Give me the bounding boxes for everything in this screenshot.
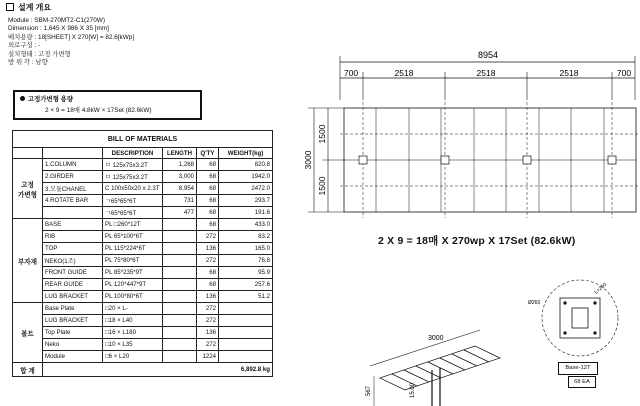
section-title-text: 설계 개요 <box>18 3 52 12</box>
iso-height-dim: 567 <box>366 385 372 396</box>
bom-item-qty: 136 <box>197 327 219 339</box>
bom-row <box>13 327 273 339</box>
bom-item-length <box>163 315 197 327</box>
detail-dim: Ø260 <box>528 300 541 306</box>
bom-item-description: □20 × L- <box>103 303 163 315</box>
anchor-bolts <box>563 301 596 334</box>
bom-item-description: □16 × L180 <box>103 327 163 339</box>
bom-item-qty: 68 <box>197 171 219 183</box>
bom-row <box>13 159 273 171</box>
bom-item-weight <box>219 303 273 315</box>
capacity-box <box>13 90 202 120</box>
bom-item-length <box>163 351 197 363</box>
bom-item-name: FRONT GUIDE <box>43 267 103 279</box>
bom-item-name: REAR GUIDE <box>43 279 103 291</box>
total-weight: 6,892.8 kg <box>43 363 273 377</box>
module-grid <box>344 108 636 212</box>
bom-item-length <box>163 255 197 267</box>
segment-dim-text: 2518 <box>476 68 496 78</box>
bom-header-description: DESCRIPTION <box>103 148 163 159</box>
bom-item-name: 3.모듈CHANEL <box>43 183 103 195</box>
bom-row <box>13 243 273 255</box>
bom-category: 부자재 <box>13 219 43 303</box>
detail-circle <box>542 280 618 356</box>
bom-item-name: Neko <box>43 339 103 351</box>
bom-item-length <box>163 327 197 339</box>
bom-row <box>13 315 273 327</box>
total-label: 합 계 <box>13 363 43 377</box>
bom-item-qty: 68 <box>197 267 219 279</box>
info-line: 배치용량 : 18[SHEET] X 270[W] = 82.6[kWp] <box>8 33 135 41</box>
bom-item-qty: 68 <box>197 195 219 207</box>
bom-item-qty: 272 <box>197 339 219 351</box>
bom-item-weight: 293.7 <box>219 195 273 207</box>
bom-item-length: 8,954 <box>163 183 197 195</box>
bom-item-weight: 83.2 <box>219 231 273 243</box>
info-line: Module : SBM-270MT2-C1(270W) <box>8 17 105 24</box>
half-height-dim-text: 1500 <box>317 176 327 196</box>
bom-item-weight: 820.8 <box>219 159 273 171</box>
isometric-structure-drawing <box>360 318 510 406</box>
bom-item-name: BASE <box>43 219 103 231</box>
segment-dim-text: 2518 <box>559 68 579 78</box>
bom-row <box>13 291 273 303</box>
bom-item-weight <box>219 327 273 339</box>
bom-item-weight <box>219 351 273 363</box>
segment-dim-text: 700 <box>343 68 359 78</box>
bom-item-name: LUG BRACKET <box>43 291 103 303</box>
bom-row <box>13 339 273 351</box>
info-line: 설치형태 : 고정 가변형 <box>8 50 71 58</box>
bom-header-qty: Q'TY <box>197 148 219 159</box>
bom-item-length <box>163 231 197 243</box>
bom-item-description: ㄱ65*65*6T <box>103 195 163 207</box>
capacity-formula: 2 × 9 = 18매 4.8kW × 17Set (82.6kW) <box>45 107 152 114</box>
bom-item-description: PL 85*235*9T <box>103 267 163 279</box>
bom-header-empty <box>43 148 103 159</box>
layout-caption: 2 X 9 = 18매 X 270wp X 17Set (82.6kW) <box>378 235 576 247</box>
bom-item-name: Top Plate <box>43 327 103 339</box>
bom-item-description: PL 75*80*6T <box>103 255 163 267</box>
bom-item-description: □10 × L35 <box>103 339 163 351</box>
bom-item-length <box>163 291 197 303</box>
bom-title: BILL OF MATERIALS <box>13 131 273 148</box>
capacity-heading-text: 고정가변형 용량 <box>28 96 73 103</box>
bom-item-weight: 76.8 <box>219 255 273 267</box>
bom-item-length <box>163 339 197 351</box>
height-dim-text: 3000 <box>303 150 313 170</box>
bom-item-weight: 51.2 <box>219 291 273 303</box>
bom-item-qty: 136 <box>197 243 219 255</box>
bom-category: 고정 가변형 <box>13 159 43 219</box>
ea-label: 68 EA <box>568 376 596 388</box>
bom-item-weight: 2472.0 <box>219 183 273 195</box>
bom-item-name: 4.ROTATE BAR <box>43 195 103 207</box>
bom-item-name: Module <box>43 351 103 363</box>
bom-item-name: TOP <box>43 243 103 255</box>
base-plate-detail-drawing <box>510 268 630 358</box>
bom-item-description: PL 100*80*6T <box>103 291 163 303</box>
bom-item-length <box>163 303 197 315</box>
bom-item-name <box>43 207 103 219</box>
bom-item-qty: 68 <box>197 183 219 195</box>
bom-item-qty: 68 <box>197 207 219 219</box>
bom-item-weight: 191.6 <box>219 207 273 219</box>
iso-width-dim: 3000 <box>428 335 444 342</box>
bom-item-weight <box>219 339 273 351</box>
bom-item-qty: 68 <box>197 159 219 171</box>
segment-dim-text: 2518 <box>394 68 414 78</box>
bom-item-description: PL 120*447*9T <box>103 279 163 291</box>
info-line: 방 위 각 : 남향 <box>8 59 48 67</box>
bom-item-qty: 272 <box>197 231 219 243</box>
bom-row <box>13 207 273 219</box>
bom-item-length <box>163 243 197 255</box>
segment-dim-text: 700 <box>616 68 632 78</box>
bom-header-weight: WEIGHT(kg) <box>219 148 273 159</box>
bom-category: 볼트 <box>13 303 43 363</box>
bom-item-description: □18 × L40 <box>103 315 163 327</box>
bom-item-qty: 272 <box>197 315 219 327</box>
bom-item-weight: 1942.0 <box>219 171 273 183</box>
section-marker-icon <box>6 3 14 11</box>
bom-table <box>12 130 273 377</box>
bom-row <box>13 303 273 315</box>
bom-item-name: RIB <box>43 231 103 243</box>
bom-item-name: 1.COLUMN <box>43 159 103 171</box>
array-layout-drawing <box>300 40 640 225</box>
bom-row <box>13 195 273 207</box>
bom-row <box>13 171 273 183</box>
bullet-icon <box>20 96 25 101</box>
bom-item-description: □6 × L20 <box>103 351 163 363</box>
bom-item-length: 477 <box>163 207 197 219</box>
bom-item-weight <box>219 315 273 327</box>
capacity-heading <box>20 94 73 103</box>
detail-dim: L=260 <box>593 281 609 296</box>
bom-item-weight: 165.0 <box>219 243 273 255</box>
bom-item-weight: 433.0 <box>219 219 273 231</box>
bom-row <box>13 219 273 231</box>
bom-item-name: 2.GIRDER <box>43 171 103 183</box>
bom-row <box>13 183 273 195</box>
bom-item-description: ㅁ 125x75x3.2T <box>103 159 163 171</box>
bom-item-description: ㅁ 125x75x3.2T <box>103 171 163 183</box>
base-label: Base-12T <box>558 362 598 375</box>
half-height-dim-text: 1500 <box>317 124 327 144</box>
section-title <box>6 2 51 13</box>
info-line: 외로구성 : - <box>8 42 41 50</box>
bom-header-empty <box>13 148 43 159</box>
bom-item-qty: 68 <box>197 219 219 231</box>
bom-item-name: LUG BRACKET <box>43 315 103 327</box>
bom-item-weight: 257.6 <box>219 279 273 291</box>
bom-row <box>13 351 273 363</box>
bom-body <box>13 159 273 363</box>
bom-item-description: ㄱ65*65*6T <box>103 207 163 219</box>
bom-row <box>13 279 273 291</box>
bom-item-description: PL □260*12T <box>103 219 163 231</box>
bom-header-length: LENGTH <box>163 148 197 159</box>
column-section <box>572 308 588 328</box>
bom-item-qty: 272 <box>197 255 219 267</box>
columns <box>432 368 440 406</box>
bom-total-row <box>13 363 273 377</box>
bom-item-name: Base Plate <box>43 303 103 315</box>
bom-row <box>13 255 273 267</box>
bom-item-qty: 1224 <box>197 351 219 363</box>
bom-item-qty: 68 <box>197 279 219 291</box>
bom-item-name: NEKO(1조) <box>43 255 103 267</box>
bom-row <box>13 267 273 279</box>
overall-dim-text: 8954 <box>477 50 499 60</box>
bom-item-length <box>163 279 197 291</box>
bom-item-length: 1,268 <box>163 159 197 171</box>
bom-item-length <box>163 219 197 231</box>
bom-item-length <box>163 267 197 279</box>
iso-height-dim: 15.00 <box>410 382 416 398</box>
bom-item-description: PL 65*100*6T <box>103 231 163 243</box>
bom-item-length: 731 <box>163 195 197 207</box>
bom-item-description: PL 115*224*6T <box>103 243 163 255</box>
info-line: Dimension : 1,645 X 986 X 35 [mm] <box>8 25 109 33</box>
module-info <box>8 17 208 67</box>
bom-item-length: 3,000 <box>163 171 197 183</box>
bom-row <box>13 231 273 243</box>
bom-item-description: C 100x50x20 x 2.3T <box>103 183 163 195</box>
bom-item-qty: 272 <box>197 303 219 315</box>
bom-item-weight: 95.9 <box>219 267 273 279</box>
bom-item-qty: 136 <box>197 291 219 303</box>
